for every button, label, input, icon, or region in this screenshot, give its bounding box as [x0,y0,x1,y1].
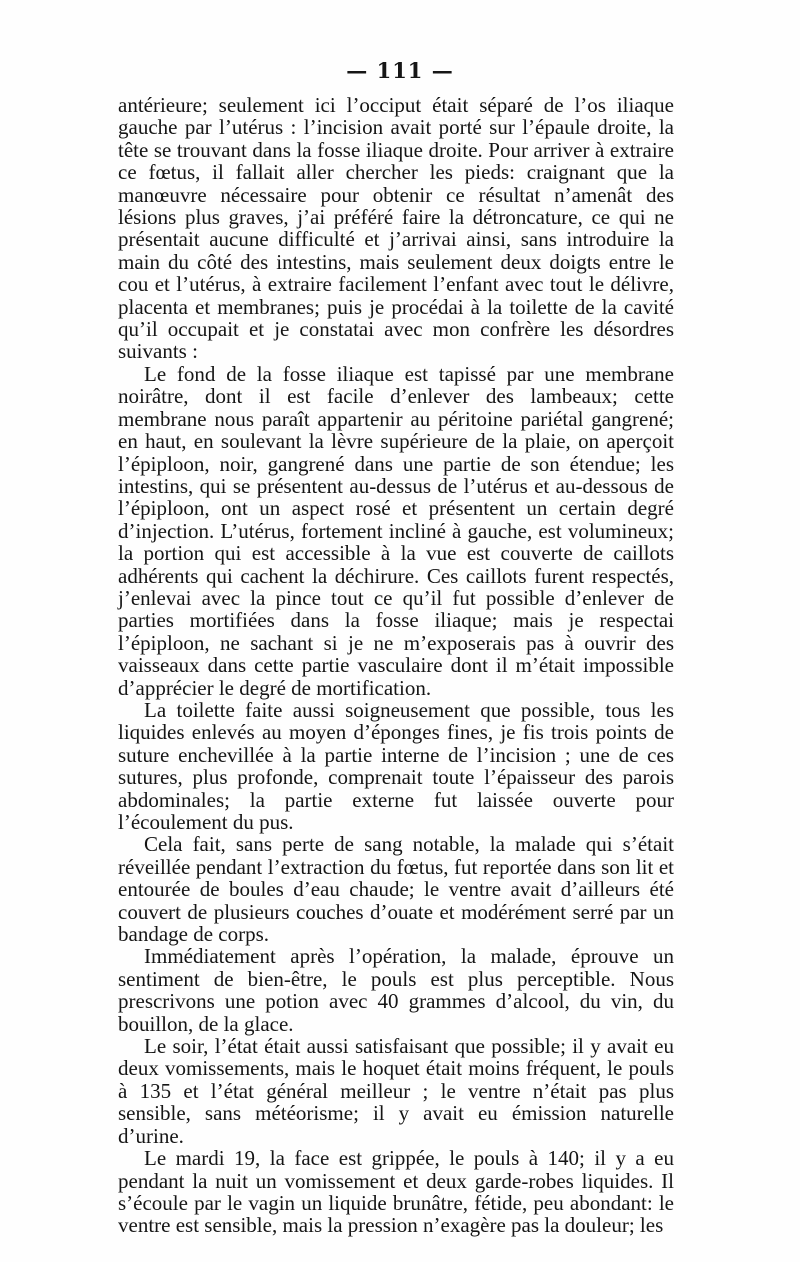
page-number: — 111 — [346,58,454,83]
paragraph-6: Le soir, l’état était aussi satisfaisant que possible; il y avait eu deux vomissements, mais le hoquet était moins fréquent, le pouls à 135 et l’état général meilleur ; le ventre n’était pas plus sensible, sans météorisme; il y avait eu émission naturelle d’urine. [118,1034,674,1148]
paragraph-2: Le fond de la fosse iliaque est tapissé par une membrane noirâtre, dont il est facile d’enlever des lambeaux; cette membrane nous paraît appartenir au péritoine pariétal gangrené; en haut, en soulevant la lèvre supérieure de la plaie, on aperçoit l’épiploon, noir, gangrené dans une partie de son étendue; les intestins, qui se présentent au-dessus de l’utérus et au-dessous de l’épiploon, ont un aspect rosé et présentent un certain degré d’injection. L’utérus, fortement incliné à gauche, est volumineux; la portion qui est accessible à la vue est couverte de caillots adhérents qui cachent la déchirure. Ces caillots furent respectés, j’enlevai avec la pince tout ce qu’il fut possible d’enlever de parties mortifiées dans la fosse iliaque; mais je respectai l’épiploon, ne sachant si je ne m’exposerais pas à ouvrir des vaisseaux dans cette partie vasculaire dont il m’était impossible d’apprécier le degré de mortification. [118,361,674,700]
body-text [118,94,674,1237]
paragraph-4: Cela fait, sans perte de sang notable, la malade qui s’était réveillée pendant l’extraction du fœtus, fut reportée dans son lit et entourée de boules d’eau chaude; le ventre avait d’ailleurs été couvert de plusieurs couches d’ouate et modérément serré par un bandage de corps. [118,832,674,947]
paragraph-3: La toilette faite aussi soigneusement que possible, tous les liquides enlevés au moyen d’éponges fines, je fis trois points de suture enchevillée à la partie interne de l’incision ; une de ces sutures, plus profonde, comprenait toute l’épaisseur des parois abdominales; la partie externe fut laissée ouverte pour l’écoulement du pus. [118,697,674,834]
paragraph-7: Le mardi 19, la face est grippée, le pouls à 140; il y a eu pendant la nuit un vomissement et deux garde-robes liquides. Il s’écoule par le vagin un liquide brunâtre, fétide, peu abondant: le ventre est sensible, mais la pression n’exagère pas la douleur; les [118,1146,674,1238]
paragraph-5: Immédiatement après l’opération, la malade, éprouve un sentiment de bien-être, le pouls est plus perceptible. Nous prescrivons une potion avec 40 grammes d’alcool, du vin, du bouillon, de la glace. [118,944,674,1036]
paragraph-1: antérieure; seulement ici l’occiput était séparé de l’os iliaque gauche par l’utérus : l’incision avait porté sur l’épaule droite, la tête se trouvant dans la fosse iliaque droite. Pour arriver à extraire ce fœtus, il fallait aller chercher les pieds: craignant que la manœuvre nécessaire pour obtenir ce résultat n’amenât des lésions plus graves, j’ai préféré faire la détroncature, ce qui ne présentait aucune difficulté et j’arrivai ainsi, sans introduire la main du côté des intestins, mais seulement deux doigts entre le cou et l’utérus, à extraire facilement l’enfant avec tout le délivre, placenta et membranes; puis je procédai à la toilette de la cavité qu’il occupait et je constatai avec mon confrère les désordres suivants : [118,93,674,364]
